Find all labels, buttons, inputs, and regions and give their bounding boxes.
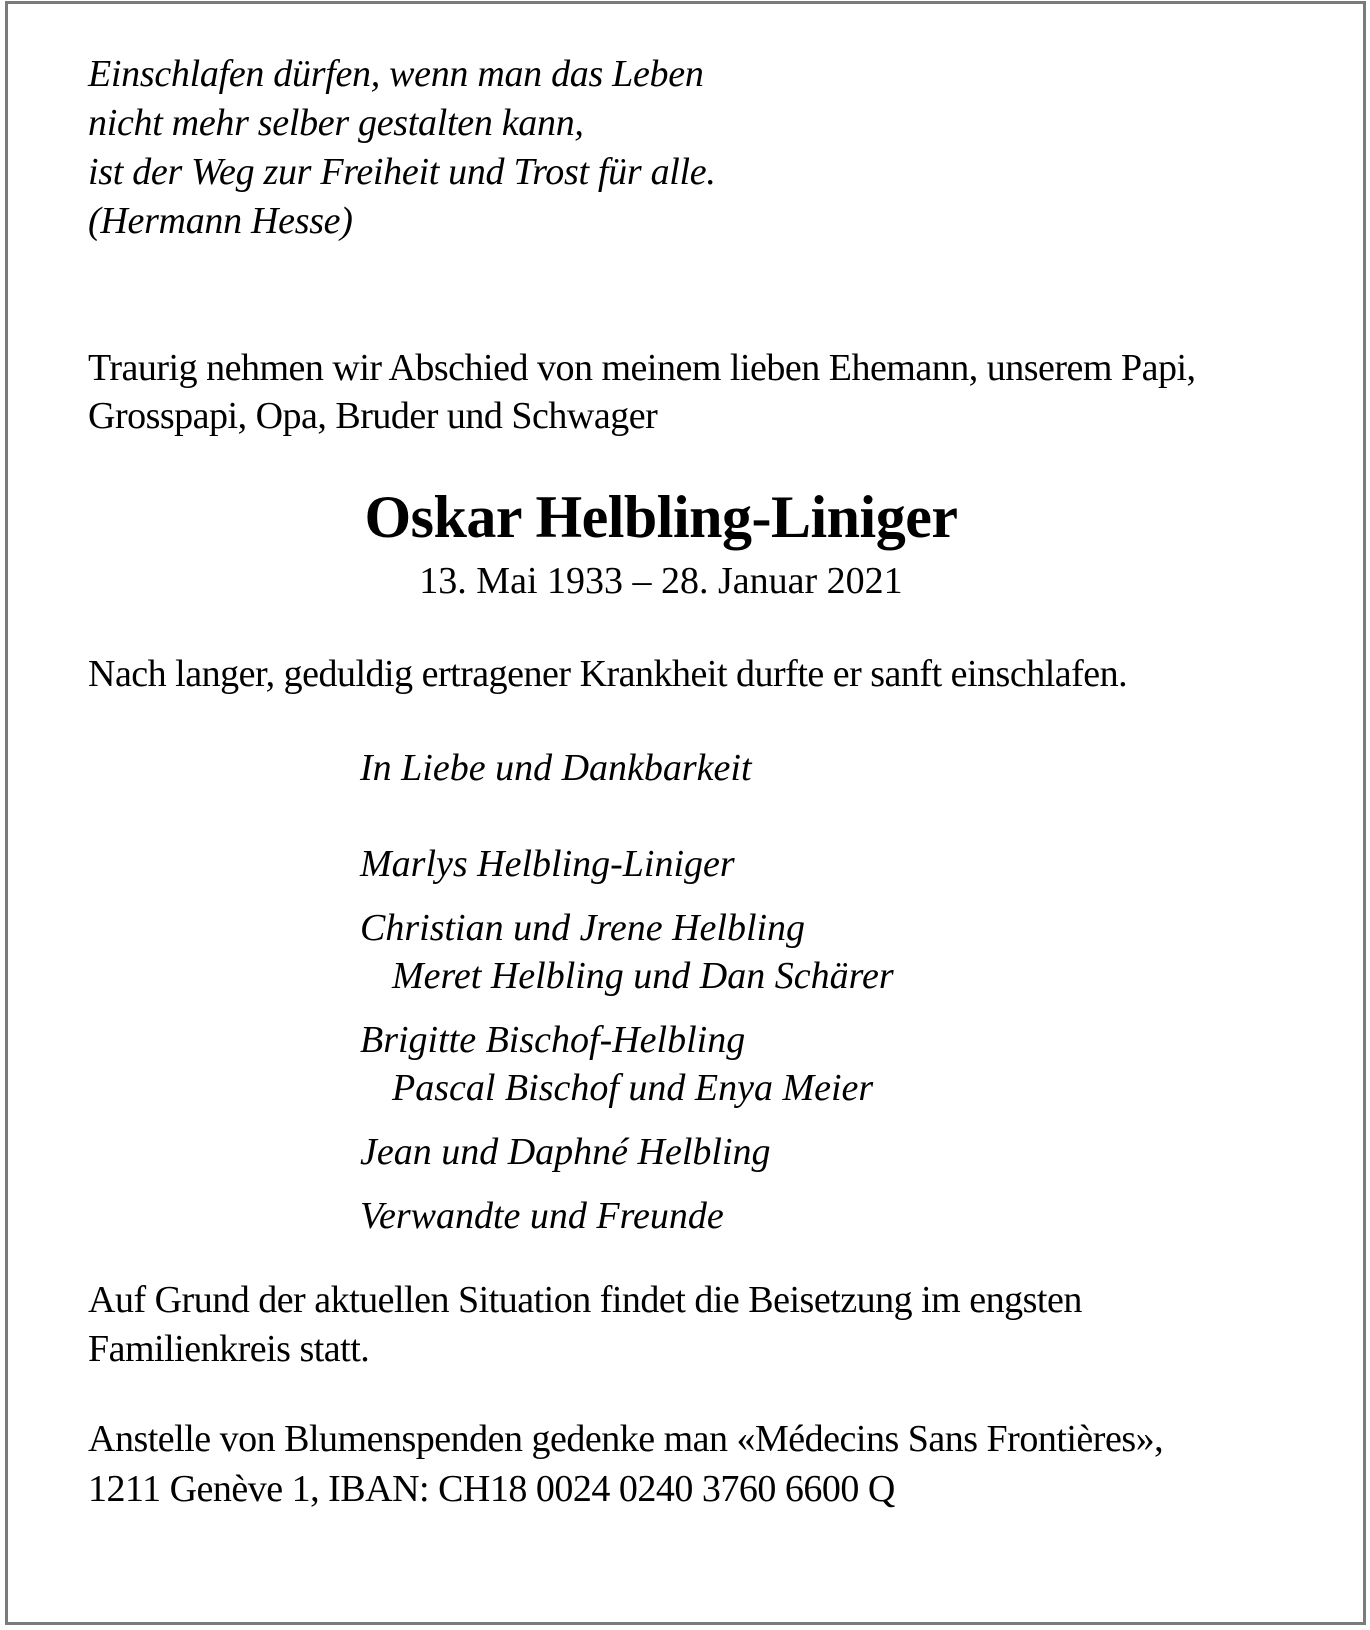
intro-paragraph <box>88 344 1196 440</box>
mourner-group <box>360 904 894 1000</box>
deceased-name: Oskar Helbling-Liniger <box>364 484 958 550</box>
mourner-name: Christian und Jrene Helbling <box>360 907 806 949</box>
deceased-dates: 13. Mai 1933 – 28. Januar 2021 <box>419 560 903 602</box>
mourner-sub-name: Pascal Bischof und Enya Meier <box>392 1067 874 1109</box>
quote-line: ist der Weg zur Freiheit und Trost für alle. <box>88 151 716 193</box>
mourner-sub-name: Meret Helbling und Dan Schärer <box>392 955 894 997</box>
funeral-note <box>88 1276 1082 1374</box>
mourner-group <box>360 840 894 888</box>
opening-quote <box>88 50 716 246</box>
intro-line: Grosspapi, Opa, Bruder und Schwager <box>88 395 658 437</box>
quote-line: Einschlafen dürfen, wenn man das Leben <box>88 53 704 95</box>
intro-line: Traurig nehmen wir Abschied von meinem lieben Ehemann, unserem Papi, <box>88 347 1196 389</box>
mourner-group <box>360 1128 894 1176</box>
funeral-note-line: Familienkreis statt. <box>88 1328 370 1370</box>
mourner-name: Marlys Helbling-Liniger <box>360 843 735 885</box>
deceased-block <box>88 476 1234 604</box>
mourner-name: Brigitte Bischof-Helbling <box>360 1019 746 1061</box>
donation-note-line: Anstelle von Blumenspenden gedenke man «Médecins Sans Frontières», <box>88 1418 1164 1460</box>
mourner-name: Jean und Daphné Helbling <box>360 1131 771 1173</box>
closing-words: In Liebe und Dankbarkeit <box>360 747 752 789</box>
mourner-group <box>360 1192 894 1240</box>
funeral-note-line: Auf Grund der aktuellen Situation findet die Beisetzung im engsten <box>88 1279 1082 1321</box>
donation-note-line: 1211 Genève 1, IBAN: CH18 0024 0240 3760 6600 Q <box>88 1468 895 1510</box>
quote-attribution: (Hermann Hesse) <box>88 200 353 242</box>
mourner-name: Verwandte und Freunde <box>360 1195 724 1237</box>
death-note: Nach langer, geduldig ertragener Krankheit durfte er sanft einschlafen. <box>88 653 1128 695</box>
mourner-group <box>360 1016 894 1112</box>
mourners-list <box>360 840 894 1256</box>
donation-note <box>88 1414 1163 1514</box>
quote-line: nicht mehr selber gestalten kann, <box>88 102 584 144</box>
